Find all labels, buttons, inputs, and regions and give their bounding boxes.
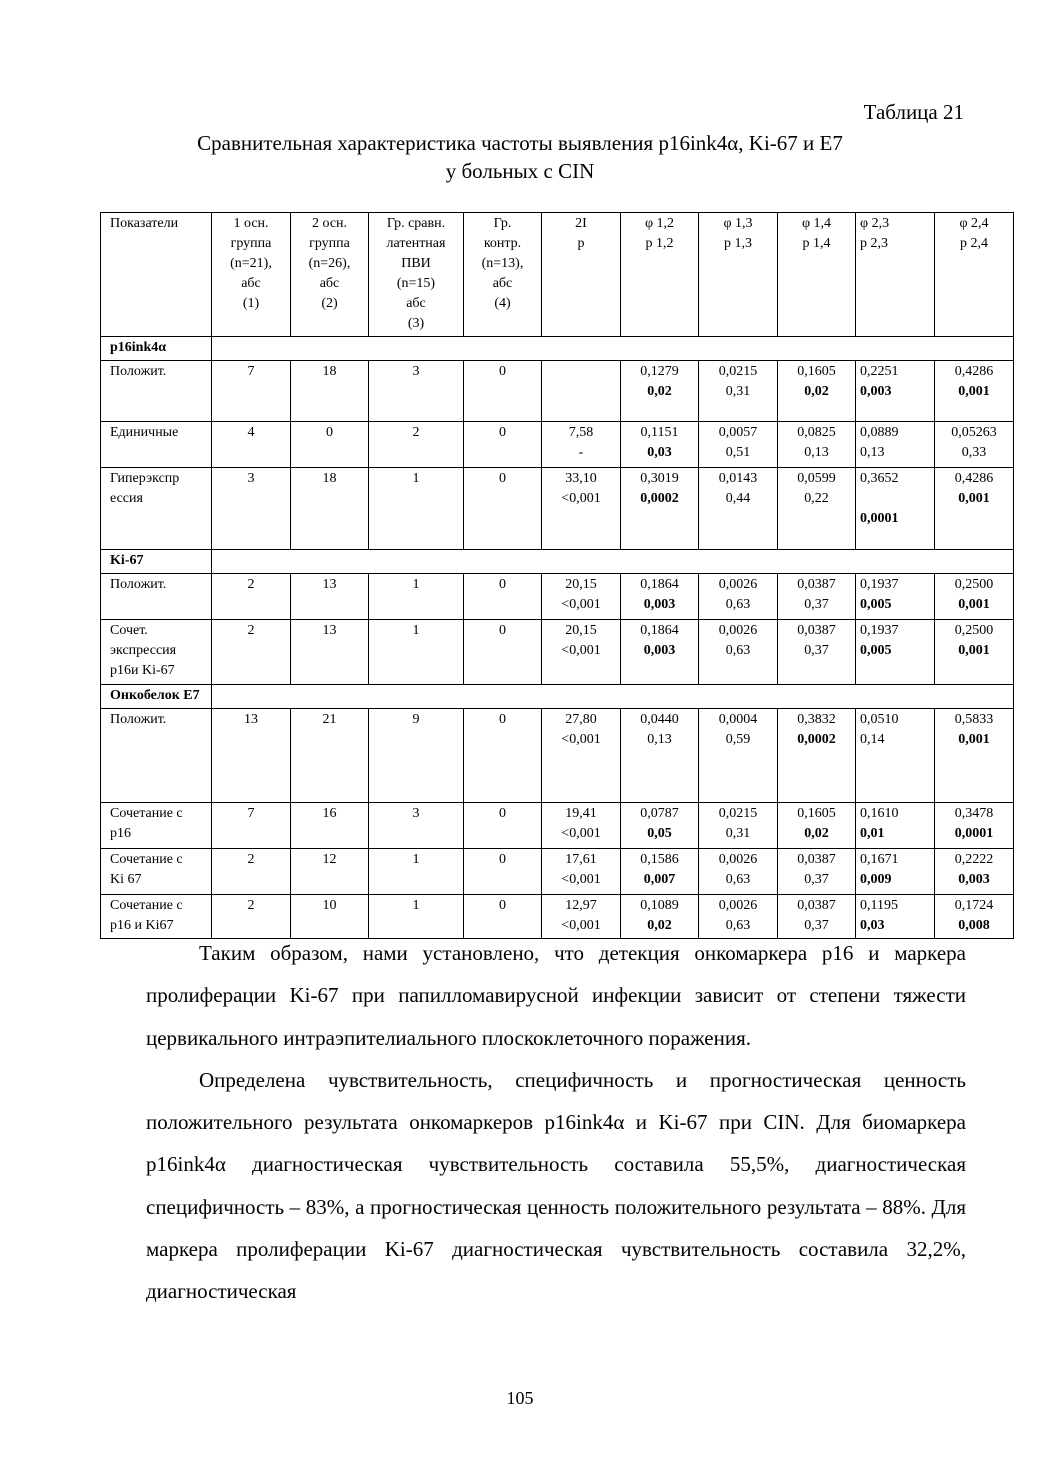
p-value: 0,003 — [958, 872, 990, 887]
cell-line: <0,001 — [561, 918, 601, 933]
cell-line: <0,001 — [561, 826, 601, 841]
phi-p-cell — [778, 803, 856, 849]
cell-line: <0,001 — [561, 597, 601, 612]
column-header — [542, 213, 621, 337]
phi-value: 0,0825 — [797, 425, 836, 440]
cell-line: φ 1,3 — [723, 216, 753, 231]
section-title: Ki-67 — [101, 550, 212, 574]
group-count: 1 — [369, 574, 464, 620]
p-value: 0,001 — [958, 643, 990, 658]
p-value: 0,0001 — [860, 511, 899, 526]
group-count: 3 — [212, 468, 291, 550]
p-value: 0,51 — [725, 445, 751, 460]
chi-square-cell — [542, 620, 621, 685]
phi-p-cell — [856, 574, 935, 620]
p-value: 0,63 — [725, 597, 751, 612]
cell-line: (n=13), — [481, 256, 524, 271]
row-label — [101, 422, 212, 468]
phi-value: 0,0026 — [718, 623, 758, 638]
cell-line: 20,15 — [565, 577, 597, 592]
group-count: 21 — [291, 709, 369, 803]
p-value: 0,007 — [643, 872, 676, 887]
p-value: 0,0001 — [954, 826, 994, 841]
group-count: 0 — [464, 849, 542, 895]
column-header — [778, 213, 856, 337]
table-title — [0, 129, 1040, 185]
p-value: 0,37 — [804, 872, 829, 887]
phi-p-cell — [621, 468, 699, 550]
p-value: 0,14 — [860, 732, 885, 747]
phi-value: 0,0057 — [718, 425, 758, 440]
table-row — [101, 361, 1014, 422]
column-header — [291, 213, 369, 337]
group-count: 0 — [464, 574, 542, 620]
phi-p-cell — [778, 620, 856, 685]
cell-line: <0,001 — [561, 491, 601, 506]
phi-value: 0,2251 — [860, 364, 899, 379]
phi-p-cell — [935, 574, 1014, 620]
p-value: 0,0002 — [797, 732, 836, 747]
group-count: 7 — [212, 803, 291, 849]
cell-line: экспрессия — [110, 643, 177, 658]
phi-value: 0,3652 — [860, 471, 899, 486]
p-value: 0,001 — [958, 732, 990, 747]
section-spacer — [212, 337, 1014, 361]
phi-p-cell — [621, 422, 699, 468]
phi-p-cell — [935, 849, 1014, 895]
body-paragraph: Таким образом, нами установлено, что детекция онкомаркера p16 и маркера пролиферации Ki-67 при папилломавирусной инфекции зависит от степени тяжести цервикального интраэпителиального плоскоклеточного поражения. — [146, 941, 966, 1050]
phi-p-cell — [621, 574, 699, 620]
results-table — [100, 212, 1014, 939]
cell-line: (n=26), — [308, 256, 351, 271]
group-count: 9 — [369, 709, 464, 803]
phi-p-cell — [935, 709, 1014, 803]
cell-line: φ 1,2 — [644, 216, 675, 231]
p-value: 0,37 — [804, 918, 829, 933]
p-value: 0,003 — [643, 597, 676, 612]
p-value: 0,03 — [647, 445, 672, 460]
p-value: 0,13 — [647, 732, 672, 747]
p-value: 0,005 — [860, 597, 892, 612]
cell-line: ессия — [110, 491, 143, 506]
p-value: 0,13 — [804, 445, 829, 460]
cell-line: p 1,3 — [724, 236, 752, 251]
group-count: 0 — [464, 895, 542, 939]
cell-line: Сочет. — [110, 623, 148, 638]
phi-value: 0,3478 — [954, 806, 994, 821]
phi-value: 0,1586 — [640, 852, 679, 867]
chi-square-cell — [542, 803, 621, 849]
phi-value: 0,0215 — [718, 806, 758, 821]
table-row — [101, 803, 1014, 849]
cell-line: ПВИ — [401, 256, 431, 271]
phi-value: 0,2500 — [954, 623, 994, 638]
group-count: 1 — [369, 468, 464, 550]
phi-p-cell — [935, 468, 1014, 550]
cell-line: абс — [406, 296, 426, 311]
phi-p-cell — [935, 422, 1014, 468]
cell-line: (1) — [242, 296, 260, 311]
cell-line: p16и Ki-67 — [110, 663, 175, 678]
group-count: 13 — [212, 709, 291, 803]
column-header — [369, 213, 464, 337]
chi-square-cell — [542, 422, 621, 468]
phi-p-cell — [935, 361, 1014, 422]
table-header-row — [101, 213, 1014, 337]
column-header — [464, 213, 542, 337]
group-count: 3 — [369, 361, 464, 422]
cell-line: группа — [309, 236, 350, 251]
phi-p-cell — [621, 620, 699, 685]
phi-value: 0,4286 — [954, 364, 994, 379]
phi-value: 0,1937 — [860, 577, 899, 592]
cell-line: Гиперэкспр — [110, 471, 180, 486]
phi-value: 0,1724 — [954, 898, 994, 913]
cell-line: абс — [492, 276, 513, 291]
phi-value: 0,0004 — [718, 712, 758, 727]
chi-square-cell — [542, 709, 621, 803]
cell-line: Гр. — [493, 216, 512, 231]
phi-p-cell — [856, 709, 935, 803]
p-value: 0,02 — [804, 826, 829, 841]
phi-value: 0,1671 — [860, 852, 899, 867]
phi-value: 0,0889 — [860, 425, 899, 440]
group-count: 2 — [212, 574, 291, 620]
table-row — [101, 709, 1014, 803]
cell-line: контр. — [483, 236, 522, 251]
section-spacer — [212, 550, 1014, 574]
phi-value: 0,0143 — [718, 471, 758, 486]
phi-value: 0,0026 — [718, 898, 758, 913]
phi-value: 0,5833 — [954, 712, 994, 727]
phi-p-cell — [621, 803, 699, 849]
column-header — [101, 213, 212, 337]
p-value: 0,37 — [804, 643, 829, 658]
cell-line: <0,001 — [561, 643, 601, 658]
p-value: 0,44 — [725, 491, 751, 506]
cell-line: Сочетание с — [110, 852, 183, 867]
cell-line: 2 осн. — [311, 216, 348, 231]
p-value: 0,63 — [725, 643, 751, 658]
group-count: 7 — [212, 361, 291, 422]
cell-line: - — [578, 445, 584, 460]
phi-p-cell — [699, 468, 778, 550]
cell-line: p16 и Ki67 — [110, 918, 174, 933]
group-count: 18 — [291, 361, 369, 422]
group-count: 18 — [291, 468, 369, 550]
cell-line: φ 1,4 — [801, 216, 832, 231]
p-value: 0,003 — [860, 384, 892, 399]
group-count: 0 — [464, 361, 542, 422]
group-count: 0 — [464, 709, 542, 803]
phi-p-cell — [856, 620, 935, 685]
cell-line: (2) — [321, 296, 338, 311]
row-label — [101, 620, 212, 685]
cell-line: Ki 67 — [110, 872, 142, 887]
p-value: 0,13 — [860, 445, 885, 460]
phi-p-cell — [856, 361, 935, 422]
phi-p-cell — [699, 574, 778, 620]
cell-line: p 1,2 — [645, 236, 674, 251]
row-label — [101, 803, 212, 849]
phi-value: 0,0026 — [718, 852, 758, 867]
group-count: 2 — [369, 422, 464, 468]
phi-p-cell — [621, 361, 699, 422]
phi-value: 0,0026 — [718, 577, 758, 592]
section-title: Онкобелок Е7 — [101, 685, 212, 709]
table-row — [101, 849, 1014, 895]
group-count: 1 — [369, 849, 464, 895]
phi-value: 0,1864 — [640, 577, 679, 592]
phi-value: 0,0440 — [640, 712, 679, 727]
cell-line: Показатели — [110, 216, 179, 231]
phi-p-cell — [856, 849, 935, 895]
p-value: 0,005 — [860, 643, 892, 658]
phi-value: 0,1605 — [797, 364, 836, 379]
cell-line: Сочетание с — [110, 806, 183, 821]
group-count: 0 — [464, 803, 542, 849]
group-count: 0 — [464, 422, 542, 468]
cell-line: абс — [319, 276, 340, 291]
p-value: 0,001 — [958, 597, 990, 612]
phi-value: 0,1937 — [860, 623, 899, 638]
phi-value: 0,1089 — [640, 898, 679, 913]
phi-value: 0,2222 — [954, 852, 994, 867]
phi-value: 0,3832 — [797, 712, 836, 727]
cell-line: латентная — [386, 236, 446, 251]
p-value: 0,003 — [643, 643, 676, 658]
p-value: 0,33 — [961, 445, 987, 460]
p-value: 0,008 — [958, 918, 990, 933]
cell-line: 7,58 — [568, 425, 594, 440]
p-value: 0,63 — [725, 918, 751, 933]
phi-value: 0,2500 — [954, 577, 994, 592]
p-value: 0,03 — [860, 918, 885, 933]
phi-value: 0,0387 — [797, 852, 836, 867]
table-row — [101, 574, 1014, 620]
p-value: 0,63 — [725, 872, 751, 887]
p-value: 0,0002 — [640, 491, 679, 506]
phi-p-cell — [778, 849, 856, 895]
cell-line: 19,41 — [565, 806, 597, 821]
table-section-row — [101, 550, 1014, 574]
phi-value: 0,1279 — [640, 364, 679, 379]
group-count: 0 — [464, 468, 542, 550]
phi-value: 0,0510 — [860, 712, 899, 727]
cell-line: абс — [241, 276, 261, 291]
cell-line: p 2,3 — [860, 236, 888, 251]
table-row — [101, 468, 1014, 550]
cell-line: (n=15) — [396, 276, 436, 291]
chi-square-cell — [542, 468, 621, 550]
chi-square-cell — [542, 361, 621, 422]
cell-line: (n=21), — [230, 256, 272, 271]
cell-line: 20,15 — [565, 623, 597, 638]
group-count: 4 — [212, 422, 291, 468]
phi-p-cell — [621, 709, 699, 803]
group-count: 0 — [464, 620, 542, 685]
group-count: 1 — [369, 895, 464, 939]
phi-value: 0,05263 — [951, 425, 997, 440]
p-value: 0,31 — [725, 384, 751, 399]
phi-value: 0,1610 — [860, 806, 899, 821]
column-header — [212, 213, 291, 337]
phi-p-cell — [699, 849, 778, 895]
phi-value: 0,3019 — [640, 471, 679, 486]
cell-line: Положит. — [110, 712, 167, 727]
row-label — [101, 849, 212, 895]
cell-line: 27,80 — [565, 712, 597, 727]
phi-value: 0,0387 — [797, 577, 836, 592]
section-title: p16ink4α — [101, 337, 212, 361]
cell-line: φ 2,4 — [959, 216, 989, 231]
p-value: 0,59 — [725, 732, 751, 747]
phi-value: 0,1151 — [640, 425, 679, 440]
phi-p-cell — [778, 574, 856, 620]
cell-line: группа — [230, 236, 272, 251]
phi-value: 0,0787 — [640, 806, 679, 821]
table-row — [101, 422, 1014, 468]
table-section-row — [101, 337, 1014, 361]
column-header — [699, 213, 778, 337]
column-header — [621, 213, 699, 337]
page-number: 105 — [506, 1388, 534, 1408]
p-value: 0,001 — [958, 384, 990, 399]
p-value: 0,009 — [860, 872, 892, 887]
p-value: 0,37 — [804, 597, 829, 612]
chi-square-cell — [542, 574, 621, 620]
phi-value: 0,1864 — [640, 623, 679, 638]
table-section-row — [101, 685, 1014, 709]
group-count: 13 — [291, 620, 369, 685]
group-count: 3 — [369, 803, 464, 849]
cell-line: Сочетание с — [110, 898, 183, 913]
cell-line: p — [577, 236, 585, 251]
phi-p-cell — [778, 468, 856, 550]
body-text — [146, 932, 966, 1313]
cell-line: p16 — [110, 826, 131, 841]
phi-p-cell — [699, 620, 778, 685]
column-header — [935, 213, 1014, 337]
group-count: 12 — [291, 849, 369, 895]
cell-line: 17,61 — [565, 852, 597, 867]
group-count: 1 — [369, 620, 464, 685]
column-header — [856, 213, 935, 337]
group-count: 10 — [291, 895, 369, 939]
phi-p-cell — [621, 849, 699, 895]
table-row — [101, 620, 1014, 685]
phi-value: 0,1605 — [797, 806, 836, 821]
phi-value: 0,4286 — [954, 471, 994, 486]
phi-p-cell — [699, 709, 778, 803]
phi-p-cell — [935, 803, 1014, 849]
phi-p-cell — [699, 803, 778, 849]
phi-p-cell — [778, 709, 856, 803]
phi-p-cell — [778, 422, 856, 468]
group-count: 13 — [291, 574, 369, 620]
table-title-line-2: у больных с CIN — [445, 159, 595, 183]
cell-line: φ 2,3 — [860, 216, 890, 231]
p-value: 0,001 — [958, 491, 990, 506]
group-count: 2 — [212, 895, 291, 939]
body-paragraph: Определена чувствительность, специфичность и прогностическая ценность положительного результата онкомаркеров p16ink4α и Ki-67 при CIN. Для биомаркера p16ink4α диагностическая чувствительность составила 55,5%, диагностическая специфичность – 83%, а прогностическая ценность положительного результата – 88%. Для маркера пролиферации Ki-67 диагностическая чувствительность составила 32,2%, диагностическая — [146, 1067, 966, 1304]
phi-value: 0,0387 — [797, 623, 836, 638]
cell-line: 2I — [575, 216, 587, 231]
group-count: 2 — [212, 849, 291, 895]
phi-p-cell — [778, 361, 856, 422]
section-spacer — [212, 685, 1014, 709]
cell-line: (4) — [494, 296, 511, 311]
phi-p-cell — [856, 468, 935, 550]
phi-p-cell — [856, 422, 935, 468]
group-count: 16 — [291, 803, 369, 849]
cell-line: Положит. — [110, 577, 167, 592]
phi-value: 0,0215 — [718, 364, 758, 379]
p-value: 0,01 — [860, 826, 885, 841]
cell-line: 1 осн. — [233, 216, 269, 231]
phi-p-cell — [935, 620, 1014, 685]
p-value: 0,05 — [647, 826, 672, 841]
phi-value: 0,0599 — [797, 471, 836, 486]
cell-line: Гр. сравн. — [386, 216, 446, 231]
phi-value: 0,1195 — [860, 898, 898, 913]
p-value: 0,31 — [725, 826, 751, 841]
table-title-line-1: Сравнительная характеристика частоты выявления p16ink4α, Ki-67 и Е7 — [197, 131, 843, 155]
cell-line: Положит. — [110, 364, 167, 379]
group-count: 0 — [291, 422, 369, 468]
phi-value: 0,0387 — [797, 898, 836, 913]
row-label — [101, 361, 212, 422]
p-value: 0,02 — [647, 384, 672, 399]
cell-line: p 1,4 — [802, 236, 831, 251]
row-label — [101, 574, 212, 620]
p-value: 0,22 — [804, 491, 829, 506]
cell-line: <0,001 — [561, 872, 601, 887]
phi-p-cell — [699, 422, 778, 468]
cell-line: 12,97 — [565, 898, 597, 913]
phi-p-cell — [699, 361, 778, 422]
cell-line: Единичные — [110, 425, 179, 440]
row-label — [101, 468, 212, 550]
phi-p-cell — [856, 803, 935, 849]
table-number: Таблица 21 — [863, 100, 964, 124]
p-value: 0,02 — [647, 918, 672, 933]
cell-line: p 2,4 — [960, 236, 988, 251]
group-count: 2 — [212, 620, 291, 685]
chi-square-cell — [542, 849, 621, 895]
row-label — [101, 709, 212, 803]
cell-line: <0,001 — [561, 732, 601, 747]
cell-line: (3) — [407, 316, 425, 331]
p-value: 0,02 — [804, 384, 829, 399]
cell-line: 33,10 — [565, 471, 597, 486]
